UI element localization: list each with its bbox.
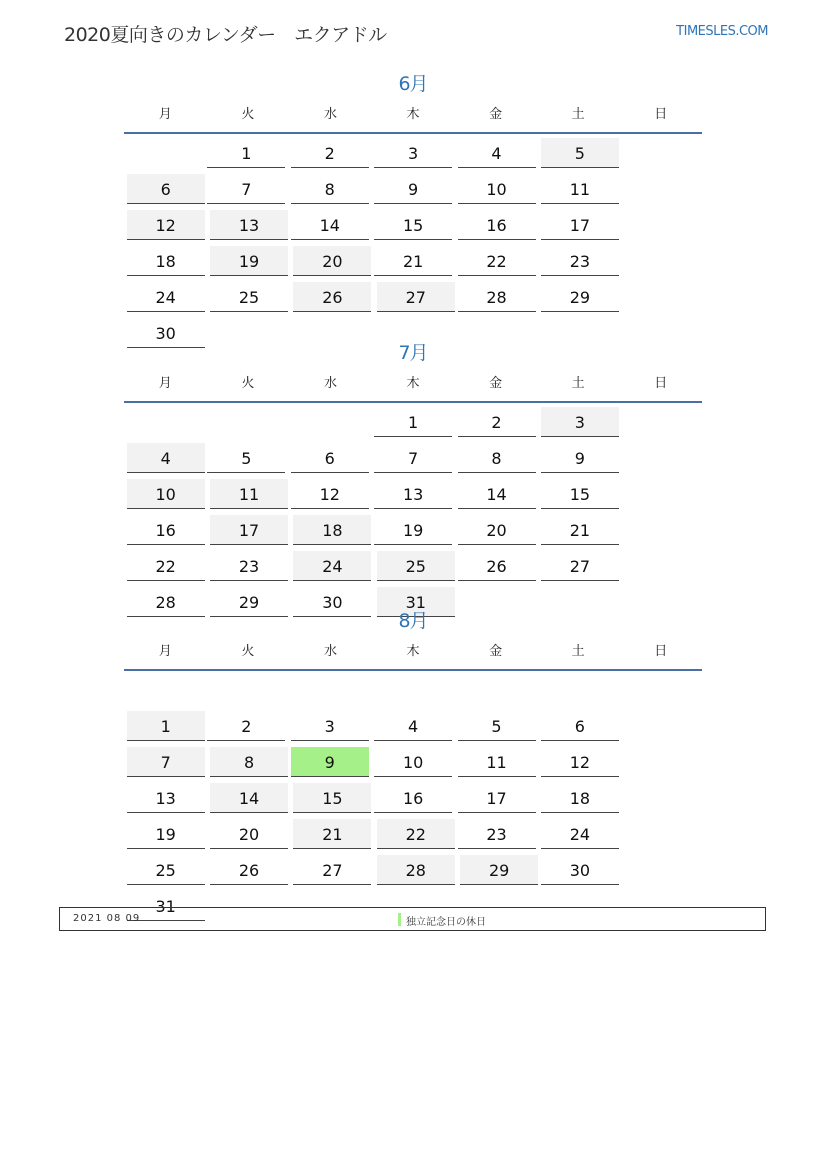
day-cell[interactable]: 8 (210, 747, 288, 777)
weekday-label: 土 (571, 644, 585, 659)
day-cell[interactable]: 18 (293, 515, 371, 545)
day-cell[interactable]: 6 (127, 174, 205, 204)
day-cell[interactable]: 26 (458, 551, 536, 581)
month-title: 8月 (398, 610, 428, 632)
day-cell[interactable]: 6 (541, 711, 619, 741)
month-title: 7月 (398, 342, 428, 364)
day-cell[interactable]: 25 (210, 282, 288, 312)
day-cell[interactable]: 3 (541, 407, 619, 437)
day-cell[interactable]: 16 (374, 783, 452, 813)
day-cell[interactable]: 3 (374, 138, 452, 168)
day-cell[interactable]: 27 (293, 855, 371, 885)
day-grid (124, 675, 702, 927)
day-cell[interactable]: 17 (458, 783, 536, 813)
day-cell[interactable]: 21 (374, 246, 452, 276)
day-cell[interactable]: 15 (541, 479, 619, 509)
weekday-label: 日 (654, 107, 668, 122)
weekday-label: 水 (323, 107, 337, 122)
day-cell[interactable]: 20 (458, 515, 536, 545)
day-cell[interactable]: 22 (458, 246, 536, 276)
day-cell[interactable]: 6 (291, 443, 369, 473)
holiday-color-swatch (398, 913, 401, 926)
weekday-label: 土 (571, 376, 585, 391)
day-cell[interactable]: 2 (207, 711, 285, 741)
day-cell[interactable]: 17 (541, 210, 619, 240)
day-cell[interactable]: 28 (377, 855, 455, 885)
day-cell[interactable]: 19 (374, 515, 452, 545)
day-cell[interactable]: 9 (541, 443, 619, 473)
weekday-header (124, 639, 702, 671)
weekday-label: 金 (489, 644, 503, 659)
day-cell[interactable]: 3 (291, 711, 369, 741)
weekday-header (124, 371, 702, 403)
day-cell[interactable]: 14 (210, 783, 288, 813)
weekday-label: 月 (158, 107, 172, 122)
day-cell[interactable]: 14 (291, 210, 369, 240)
day-cell[interactable]: 1 (374, 407, 452, 437)
day-cell[interactable]: 22 (127, 551, 205, 581)
day-cell[interactable]: 5 (207, 443, 285, 473)
day-cell[interactable]: 24 (127, 282, 205, 312)
empty-cell (291, 407, 369, 437)
day-cell[interactable]: 30 (127, 318, 205, 348)
day-cell[interactable]: 13 (127, 783, 205, 813)
day-cell[interactable]: 15 (374, 210, 452, 240)
page-title: 2020夏向きのカレンダー エクアドル (64, 24, 387, 46)
day-cell[interactable]: 11 (541, 174, 619, 204)
empty-cell (291, 675, 369, 705)
day-cell[interactable]: 24 (293, 551, 371, 581)
weekday-label: 水 (323, 644, 337, 659)
day-cell[interactable]: 9 (291, 747, 369, 777)
day-cell[interactable]: 24 (541, 819, 619, 849)
day-cell[interactable]: 31 (377, 587, 455, 617)
day-cell[interactable]: 30 (293, 587, 371, 617)
weekday-label: 土 (571, 107, 585, 122)
empty-cell (458, 675, 536, 705)
day-cell[interactable]: 13 (210, 210, 288, 240)
day-cell[interactable]: 5 (541, 138, 619, 168)
weekday-label: 水 (323, 376, 337, 391)
day-cell[interactable]: 4 (458, 138, 536, 168)
day-cell[interactable]: 9 (374, 174, 452, 204)
weekday-label: 日 (654, 644, 668, 659)
day-cell[interactable]: 16 (458, 210, 536, 240)
holiday-legend (59, 907, 766, 931)
day-cell[interactable]: 1 (207, 138, 285, 168)
day-cell[interactable]: 20 (293, 246, 371, 276)
day-cell[interactable]: 28 (127, 587, 205, 617)
day-grid (124, 407, 702, 623)
day-cell[interactable]: 17 (210, 515, 288, 545)
day-cell[interactable]: 1 (127, 711, 205, 741)
day-cell[interactable]: 4 (374, 711, 452, 741)
day-cell[interactable]: 12 (541, 747, 619, 777)
day-cell[interactable]: 19 (127, 819, 205, 849)
day-cell[interactable]: 2 (458, 407, 536, 437)
day-cell[interactable]: 18 (127, 246, 205, 276)
weekday-label: 火 (241, 107, 255, 122)
day-cell[interactable]: 28 (458, 282, 536, 312)
empty-cell (374, 675, 452, 705)
empty-cell (124, 407, 202, 437)
weekday-label: 木 (406, 376, 420, 391)
weekday-label: 金 (489, 107, 503, 122)
day-cell[interactable]: 23 (541, 246, 619, 276)
day-cell[interactable]: 29 (210, 587, 288, 617)
weekday-label: 日 (654, 376, 668, 391)
month-block (124, 607, 702, 927)
day-cell[interactable]: 5 (458, 711, 536, 741)
day-cell[interactable]: 21 (293, 819, 371, 849)
day-cell[interactable]: 16 (127, 515, 205, 545)
weekday-label: 木 (406, 107, 420, 122)
weekday-label: 木 (406, 644, 420, 659)
day-cell[interactable]: 10 (127, 479, 205, 509)
weekday-label: 金 (489, 376, 503, 391)
day-cell[interactable]: 2 (291, 138, 369, 168)
day-cell[interactable]: 27 (541, 551, 619, 581)
empty-cell (207, 407, 285, 437)
day-cell[interactable]: 26 (293, 282, 371, 312)
day-cell[interactable]: 18 (541, 783, 619, 813)
legend-date: 2021 08 09 (73, 913, 141, 924)
day-cell[interactable]: 27 (377, 282, 455, 312)
day-cell[interactable]: 21 (541, 515, 619, 545)
day-cell[interactable]: 12 (127, 210, 205, 240)
day-cell[interactable]: 29 (460, 855, 538, 885)
day-cell[interactable]: 10 (374, 747, 452, 777)
day-cell[interactable]: 8 (291, 174, 369, 204)
day-cell[interactable]: 15 (293, 783, 371, 813)
legend-label: 独立記念日の休日 (406, 917, 486, 928)
weekday-label: 月 (158, 376, 172, 391)
day-cell[interactable]: 13 (374, 479, 452, 509)
month-block (124, 70, 702, 354)
weekday-label: 月 (158, 644, 172, 659)
day-cell[interactable]: 7 (374, 443, 452, 473)
day-cell[interactable]: 23 (210, 551, 288, 581)
empty-cell (207, 675, 285, 705)
day-cell[interactable]: 12 (291, 479, 369, 509)
day-cell[interactable]: 14 (458, 479, 536, 509)
day-cell[interactable]: 20 (210, 819, 288, 849)
month-title: 6月 (398, 73, 428, 95)
day-cell[interactable]: 11 (210, 479, 288, 509)
weekday-label: 火 (241, 644, 255, 659)
weekday-header (124, 102, 702, 134)
day-cell[interactable]: 11 (458, 747, 536, 777)
day-grid (124, 138, 702, 354)
day-cell[interactable]: 10 (458, 174, 536, 204)
day-cell[interactable]: 7 (127, 747, 205, 777)
day-cell[interactable]: 29 (541, 282, 619, 312)
day-cell[interactable]: 31 (127, 891, 205, 921)
day-cell[interactable]: 19 (210, 246, 288, 276)
day-cell[interactable]: 26 (210, 855, 288, 885)
day-cell[interactable]: 25 (127, 855, 205, 885)
month-block (124, 339, 702, 623)
empty-cell (124, 675, 202, 705)
day-cell[interactable]: 23 (458, 819, 536, 849)
day-cell[interactable]: 22 (377, 819, 455, 849)
day-cell[interactable]: 7 (207, 174, 285, 204)
day-cell[interactable]: 25 (377, 551, 455, 581)
site-link[interactable]: TIMESLES.COM (676, 24, 768, 39)
empty-cell (124, 138, 202, 168)
day-cell[interactable]: 30 (541, 855, 619, 885)
day-cell[interactable]: 8 (458, 443, 536, 473)
empty-cell (541, 675, 619, 705)
weekday-label: 火 (241, 376, 255, 391)
day-cell[interactable]: 4 (127, 443, 205, 473)
